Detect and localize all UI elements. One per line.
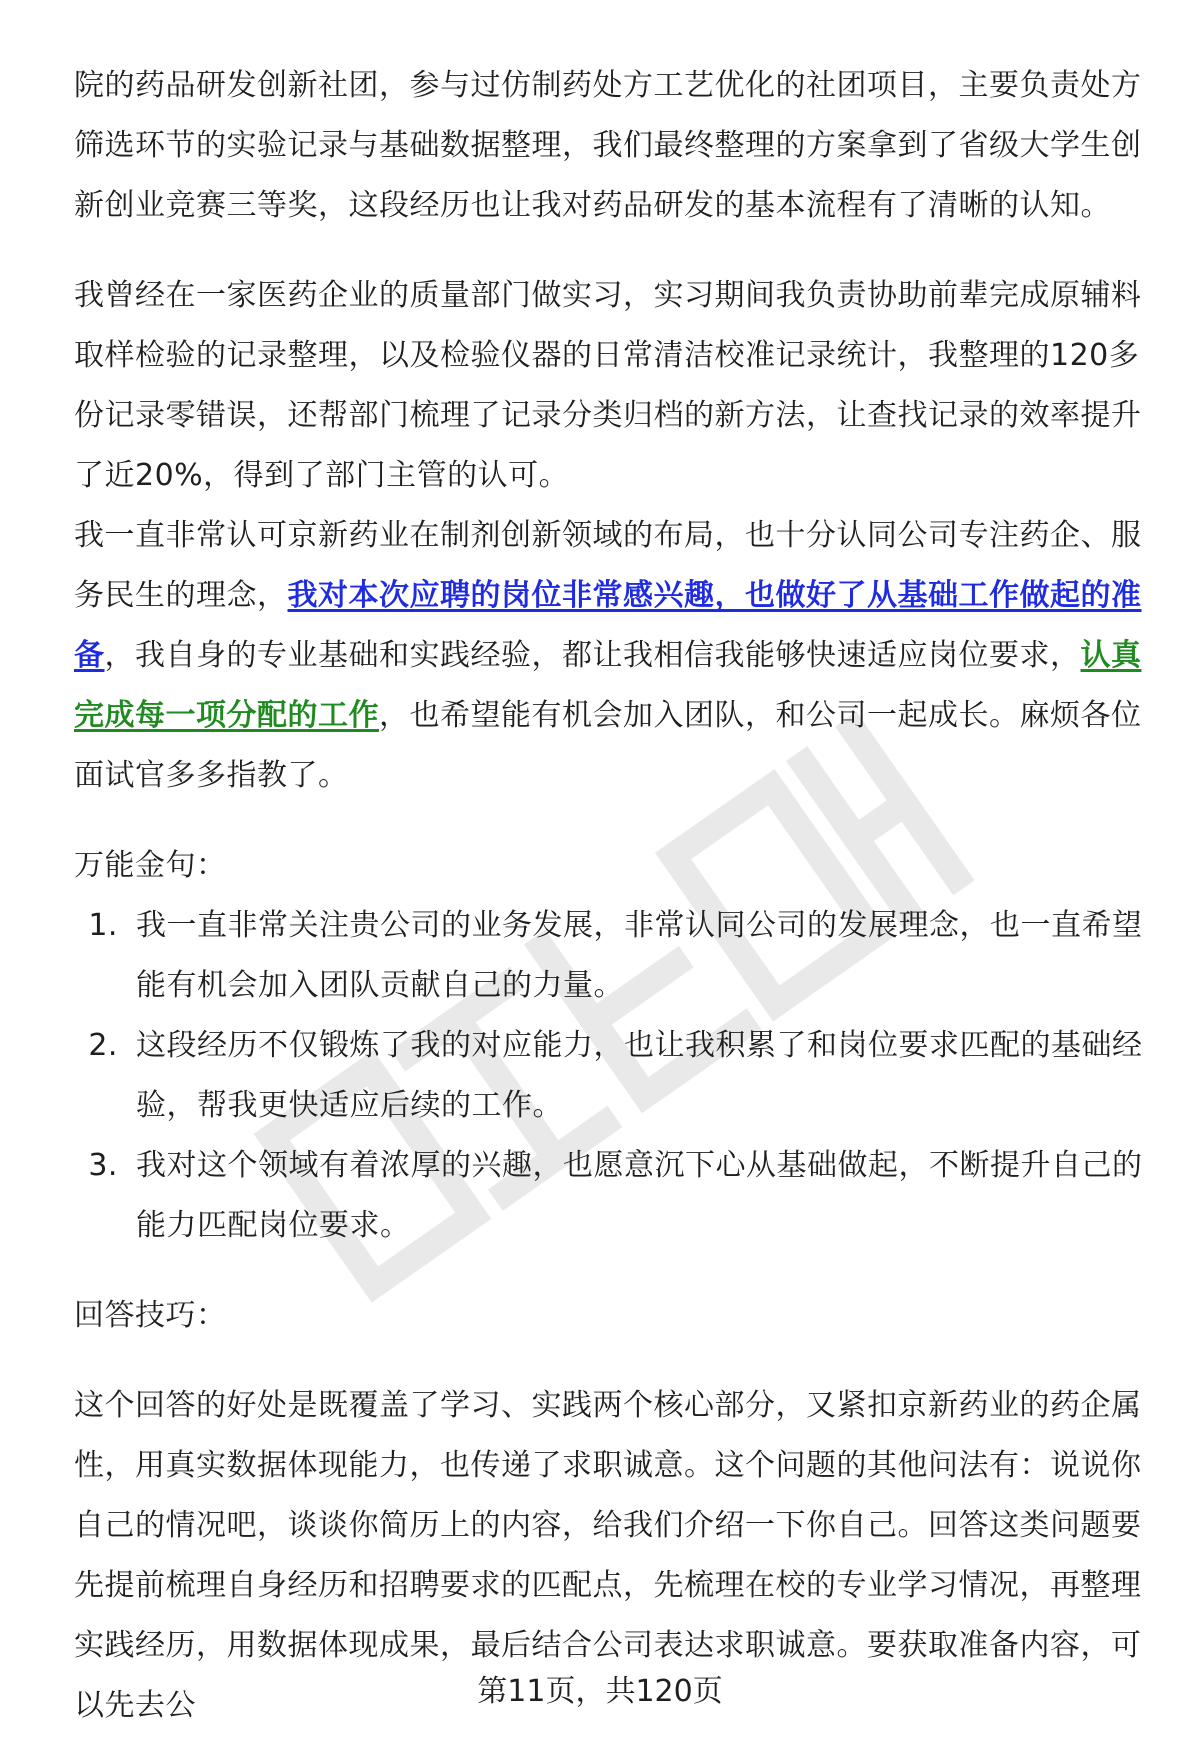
paragraph-3-text-middle: ，我自身的专业基础和实践经验，都让我相信我能够快速适应岗位要求， [104,638,1081,673]
answer-tips-heading: 回答技巧： [74,1298,227,1333]
golden-sentence-item: 3. 我对这个领域有着浓厚的兴趣，也愿意沉下心从基础做起，不断提升自己的能力匹配岗位要求。 [128,1136,1146,1256]
intro-paragraph-1: 院的药品研发创新社团，参与过仿制药处方工艺优化的社团项目，主要负责处方筛选环节的实验记录与基础数据整理，我们最终整理的方案拿到了省级大学生创新创业竞赛三等奖，这段经历也让我对药品研发的基本流程有了清晰的认知。 [74,68,1142,223]
intro-paragraph-2: 我曾经在一家医药企业的质量部门做实习，实习期间我负责协助前辈完成原辅料取样检验的记录整理，以及检验仪器的日常清洁校准记录统计，我整理的120多份记录零错误，还帮部门梳理了记录分类归档的新方法，让查找记录的效率提升了近20%，得到了部门主管的认可。 [74,278,1142,493]
golden-sentences-heading: 万能金句： [74,848,227,883]
document-body [74,56,1146,1736]
answer-tips-body: 这个回答的好处是既覆盖了学习、实践两个核心部分，又紧扣京新药业的药企属性，用真实数据体现能力，也传递了求职诚意。这个问题的其他问法有：说说你自己的情况吧，谈谈你简历上的内容，给我们介绍一下你自己。回答这类问题要先提前梳理自身经历和招聘要求的匹配点，先梳理在校的专业学习情况，再整理实践经历，用数据体现成果，最后结合公司表达求职诚意。要获取准备内容，可以先去公 [74,1388,1142,1723]
highlight-blue-text: 我对本次应聘的岗位非常感兴趣，也做好了从基础工作做起的准备 [74,578,1142,673]
paragraph-3-text-end: ，也希望能有机会加入团队，和公司一起成长。麻烦各位面试官多多指教了。 [74,698,1142,793]
golden-sentence-item: 1. 我一直非常关注贵公司的业务发展，非常认同公司的发展理念，也一直希望能有机会加入团队贡献自己的力量。 [128,896,1146,1016]
golden-sentence-item: 2. 这段经历不仅锻炼了我的对应能力，也让我积累了和岗位要求匹配的基础经验，帮我更快适应后续的工作。 [128,1016,1146,1136]
highlight-green-text: 认真完成每一项分配的工作 [74,638,1142,733]
page-indicator: 第11页，共120页 [477,1674,723,1709]
golden-sentences-list [74,896,1146,1256]
intro-paragraph-3 [74,506,1146,806]
paragraph-3-text-start: 我一直非常认可京新药业在制剂创新领域的布局，也十分认同公司专注药企、服务民生的理念， [74,518,1142,613]
